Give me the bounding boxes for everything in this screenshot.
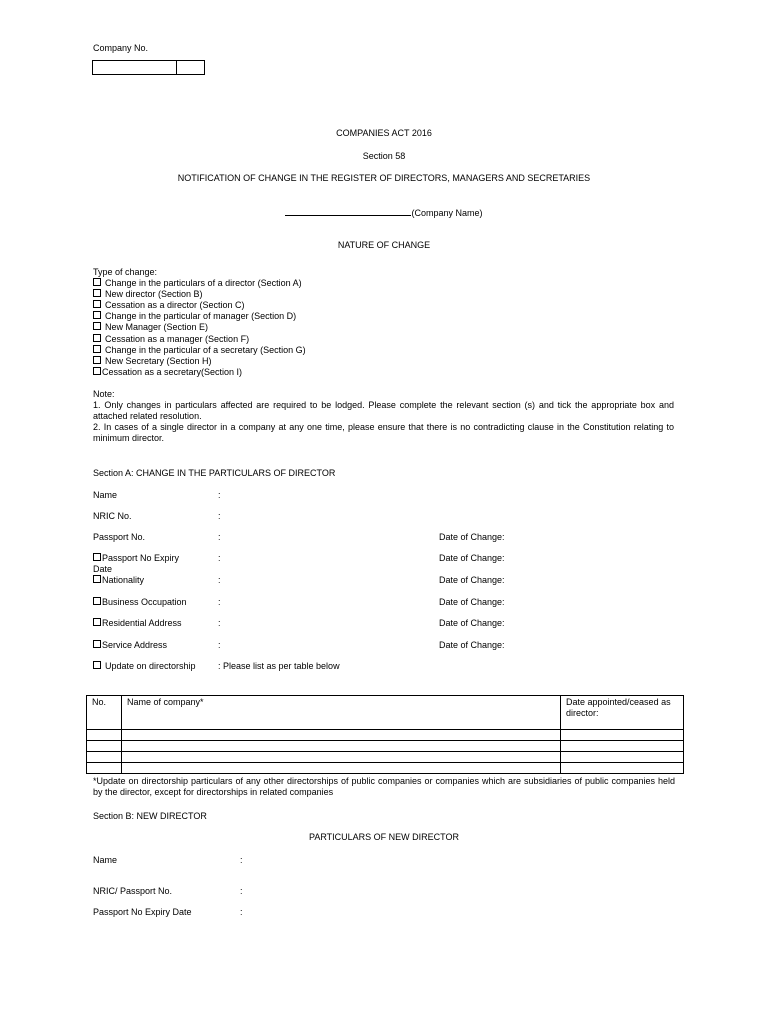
list-item <box>93 367 306 378</box>
list-item <box>93 278 306 289</box>
table-cell[interactable] <box>122 752 561 763</box>
checkbox[interactable] <box>93 322 101 330</box>
type-of-change-label: Type of change: <box>93 267 158 277</box>
list-item <box>93 334 306 345</box>
list-item-label: Cessation as a manager (Section F) <box>105 333 250 344</box>
field-colon: : <box>218 597 221 607</box>
table-row <box>87 730 684 741</box>
checkbox[interactable] <box>93 334 101 342</box>
field-label-business-occupation <box>93 597 187 607</box>
checkbox[interactable] <box>93 278 101 286</box>
type-of-change-list <box>93 267 306 378</box>
table-cell[interactable] <box>561 763 684 774</box>
checkbox[interactable] <box>93 575 101 583</box>
field-label-nric-passport: NRIC/ Passport No. <box>93 886 173 896</box>
company-no-field-divider <box>176 61 177 74</box>
table-cell[interactable] <box>561 752 684 763</box>
note-item: 2. In cases of a single director in a company at any one time, please ensure that there is no contradicting clause in the Constitution relating to minimum director. <box>93 422 674 443</box>
list-item-label: New Manager (Section E) <box>105 322 209 333</box>
list-item <box>93 311 306 322</box>
field-colon: : <box>218 511 221 521</box>
field-label-text: Business Occupation <box>102 597 187 607</box>
company-name-input-line[interactable] <box>285 206 411 216</box>
section-number: Section 58 <box>362 151 406 161</box>
company-name-label: (Company Name) <box>411 208 483 218</box>
table-cell[interactable] <box>87 730 122 741</box>
please-list-note: : Please list as per table below <box>218 661 340 671</box>
table-row <box>87 752 684 763</box>
date-of-change-label: Date of Change: <box>439 575 505 585</box>
field-label-text: Update on directorship <box>105 661 196 671</box>
field-label-text: Passport No Expiry <box>102 553 180 563</box>
list-item-label: Change in the particulars of a director (Section A) <box>105 278 302 289</box>
company-no-label: Company No. <box>93 43 149 53</box>
checkbox[interactable] <box>93 367 101 375</box>
date-of-change-label: Date of Change: <box>439 618 505 628</box>
table-row <box>87 741 684 752</box>
table-cell[interactable] <box>87 763 122 774</box>
table-cell[interactable] <box>561 741 684 752</box>
list-item-label: Change in the particular of manager (Section D) <box>105 311 297 322</box>
list-item-label: Cessation as a director (Section C) <box>105 300 245 311</box>
table-cell[interactable] <box>87 741 122 752</box>
field-label-passport-expiry-cont: Date <box>93 564 113 574</box>
checkbox[interactable] <box>93 661 101 669</box>
table-header-date: Date appointed/ceased as director: <box>561 696 684 730</box>
table-row <box>87 763 684 774</box>
field-label-residential-address <box>93 618 182 628</box>
field-colon: : <box>218 575 221 585</box>
checkbox[interactable] <box>93 618 101 626</box>
field-colon: : <box>218 532 221 542</box>
field-label-text: Nationality <box>102 575 145 585</box>
act-title: COMPANIES ACT 2016 <box>336 128 432 138</box>
list-item <box>93 322 306 333</box>
notes <box>93 389 674 444</box>
company-no-field[interactable] <box>92 60 205 75</box>
field-label-text: Residential Address <box>102 618 182 628</box>
note-item: 1. Only changes in particulars affected are required to be lodged. Please complete the relevant section (s) and tick the appropriate box and attached related resolution. <box>93 400 674 421</box>
checkbox[interactable] <box>93 311 101 319</box>
field-label-text: Service Address <box>102 640 168 650</box>
checkbox[interactable] <box>93 597 101 605</box>
date-of-change-label: Date of Change: <box>439 532 505 542</box>
checkbox[interactable] <box>93 300 101 308</box>
field-label-passport: Passport No. <box>93 532 146 542</box>
section-a-heading: Section A: CHANGE IN THE PARTICULARS OF DIRECTOR <box>93 468 336 478</box>
form-heading: NOTIFICATION OF CHANGE IN THE REGISTER OF DIRECTORS, MANAGERS AND SECRETARIES <box>177 173 591 183</box>
directorship-footnote: *Update on directorship particulars of any other directorships of public companies or companies which are subsidiaries of public companies held by the director, except for directorships in related companies <box>93 776 675 797</box>
list-item-label: New director (Section B) <box>105 289 203 300</box>
table-cell[interactable] <box>122 763 561 774</box>
checkbox[interactable] <box>93 345 101 353</box>
field-label-nationality <box>93 575 144 585</box>
list-item <box>93 356 306 367</box>
company-name-row <box>0 206 768 218</box>
table-cell[interactable] <box>561 730 684 741</box>
field-colon: : <box>218 640 221 650</box>
section-b-subheading: PARTICULARS OF NEW DIRECTOR <box>308 832 460 842</box>
field-label-passport-expiry-date: Passport No Expiry Date <box>93 907 192 917</box>
checkbox[interactable] <box>93 289 101 297</box>
date-of-change-label: Date of Change: <box>439 640 505 650</box>
list-item-label: New Secretary (Section H) <box>105 355 212 366</box>
field-label-new-name: Name <box>93 855 118 865</box>
date-of-change-label: Date of Change: <box>439 553 505 563</box>
field-label-passport-expiry <box>93 553 179 563</box>
field-colon: : <box>240 855 243 865</box>
table-header-no: No. <box>87 696 122 730</box>
field-label-name: Name <box>93 490 118 500</box>
list-item-label: Cessation as a secretary(Section I) <box>102 366 243 377</box>
nature-heading: NATURE OF CHANGE <box>337 240 431 250</box>
field-label-nric: NRIC No. <box>93 511 132 521</box>
field-colon: : <box>218 618 221 628</box>
field-label-service-address <box>93 640 167 650</box>
list-item <box>93 345 306 356</box>
field-colon: : <box>218 553 221 563</box>
table-cell[interactable] <box>122 730 561 741</box>
date-of-change-label: Date of Change: <box>439 597 505 607</box>
directorship-table <box>86 695 684 774</box>
checkbox[interactable] <box>93 356 101 364</box>
field-colon: : <box>218 490 221 500</box>
table-cell[interactable] <box>122 741 561 752</box>
section-b-heading: Section B: NEW DIRECTOR <box>93 811 207 821</box>
notes-label: Note: <box>93 389 115 399</box>
table-header-company: Name of company* <box>122 696 561 730</box>
field-label-update-directorship <box>93 661 196 671</box>
list-item <box>93 300 306 311</box>
checkbox[interactable] <box>93 553 101 561</box>
list-item <box>93 289 306 300</box>
table-cell[interactable] <box>87 752 122 763</box>
field-colon: : <box>240 886 243 896</box>
list-item-label: Change in the particular of a secretary (Section G) <box>105 344 306 355</box>
checkbox[interactable] <box>93 640 101 648</box>
field-colon: : <box>240 907 243 917</box>
table-header-row <box>87 696 684 730</box>
